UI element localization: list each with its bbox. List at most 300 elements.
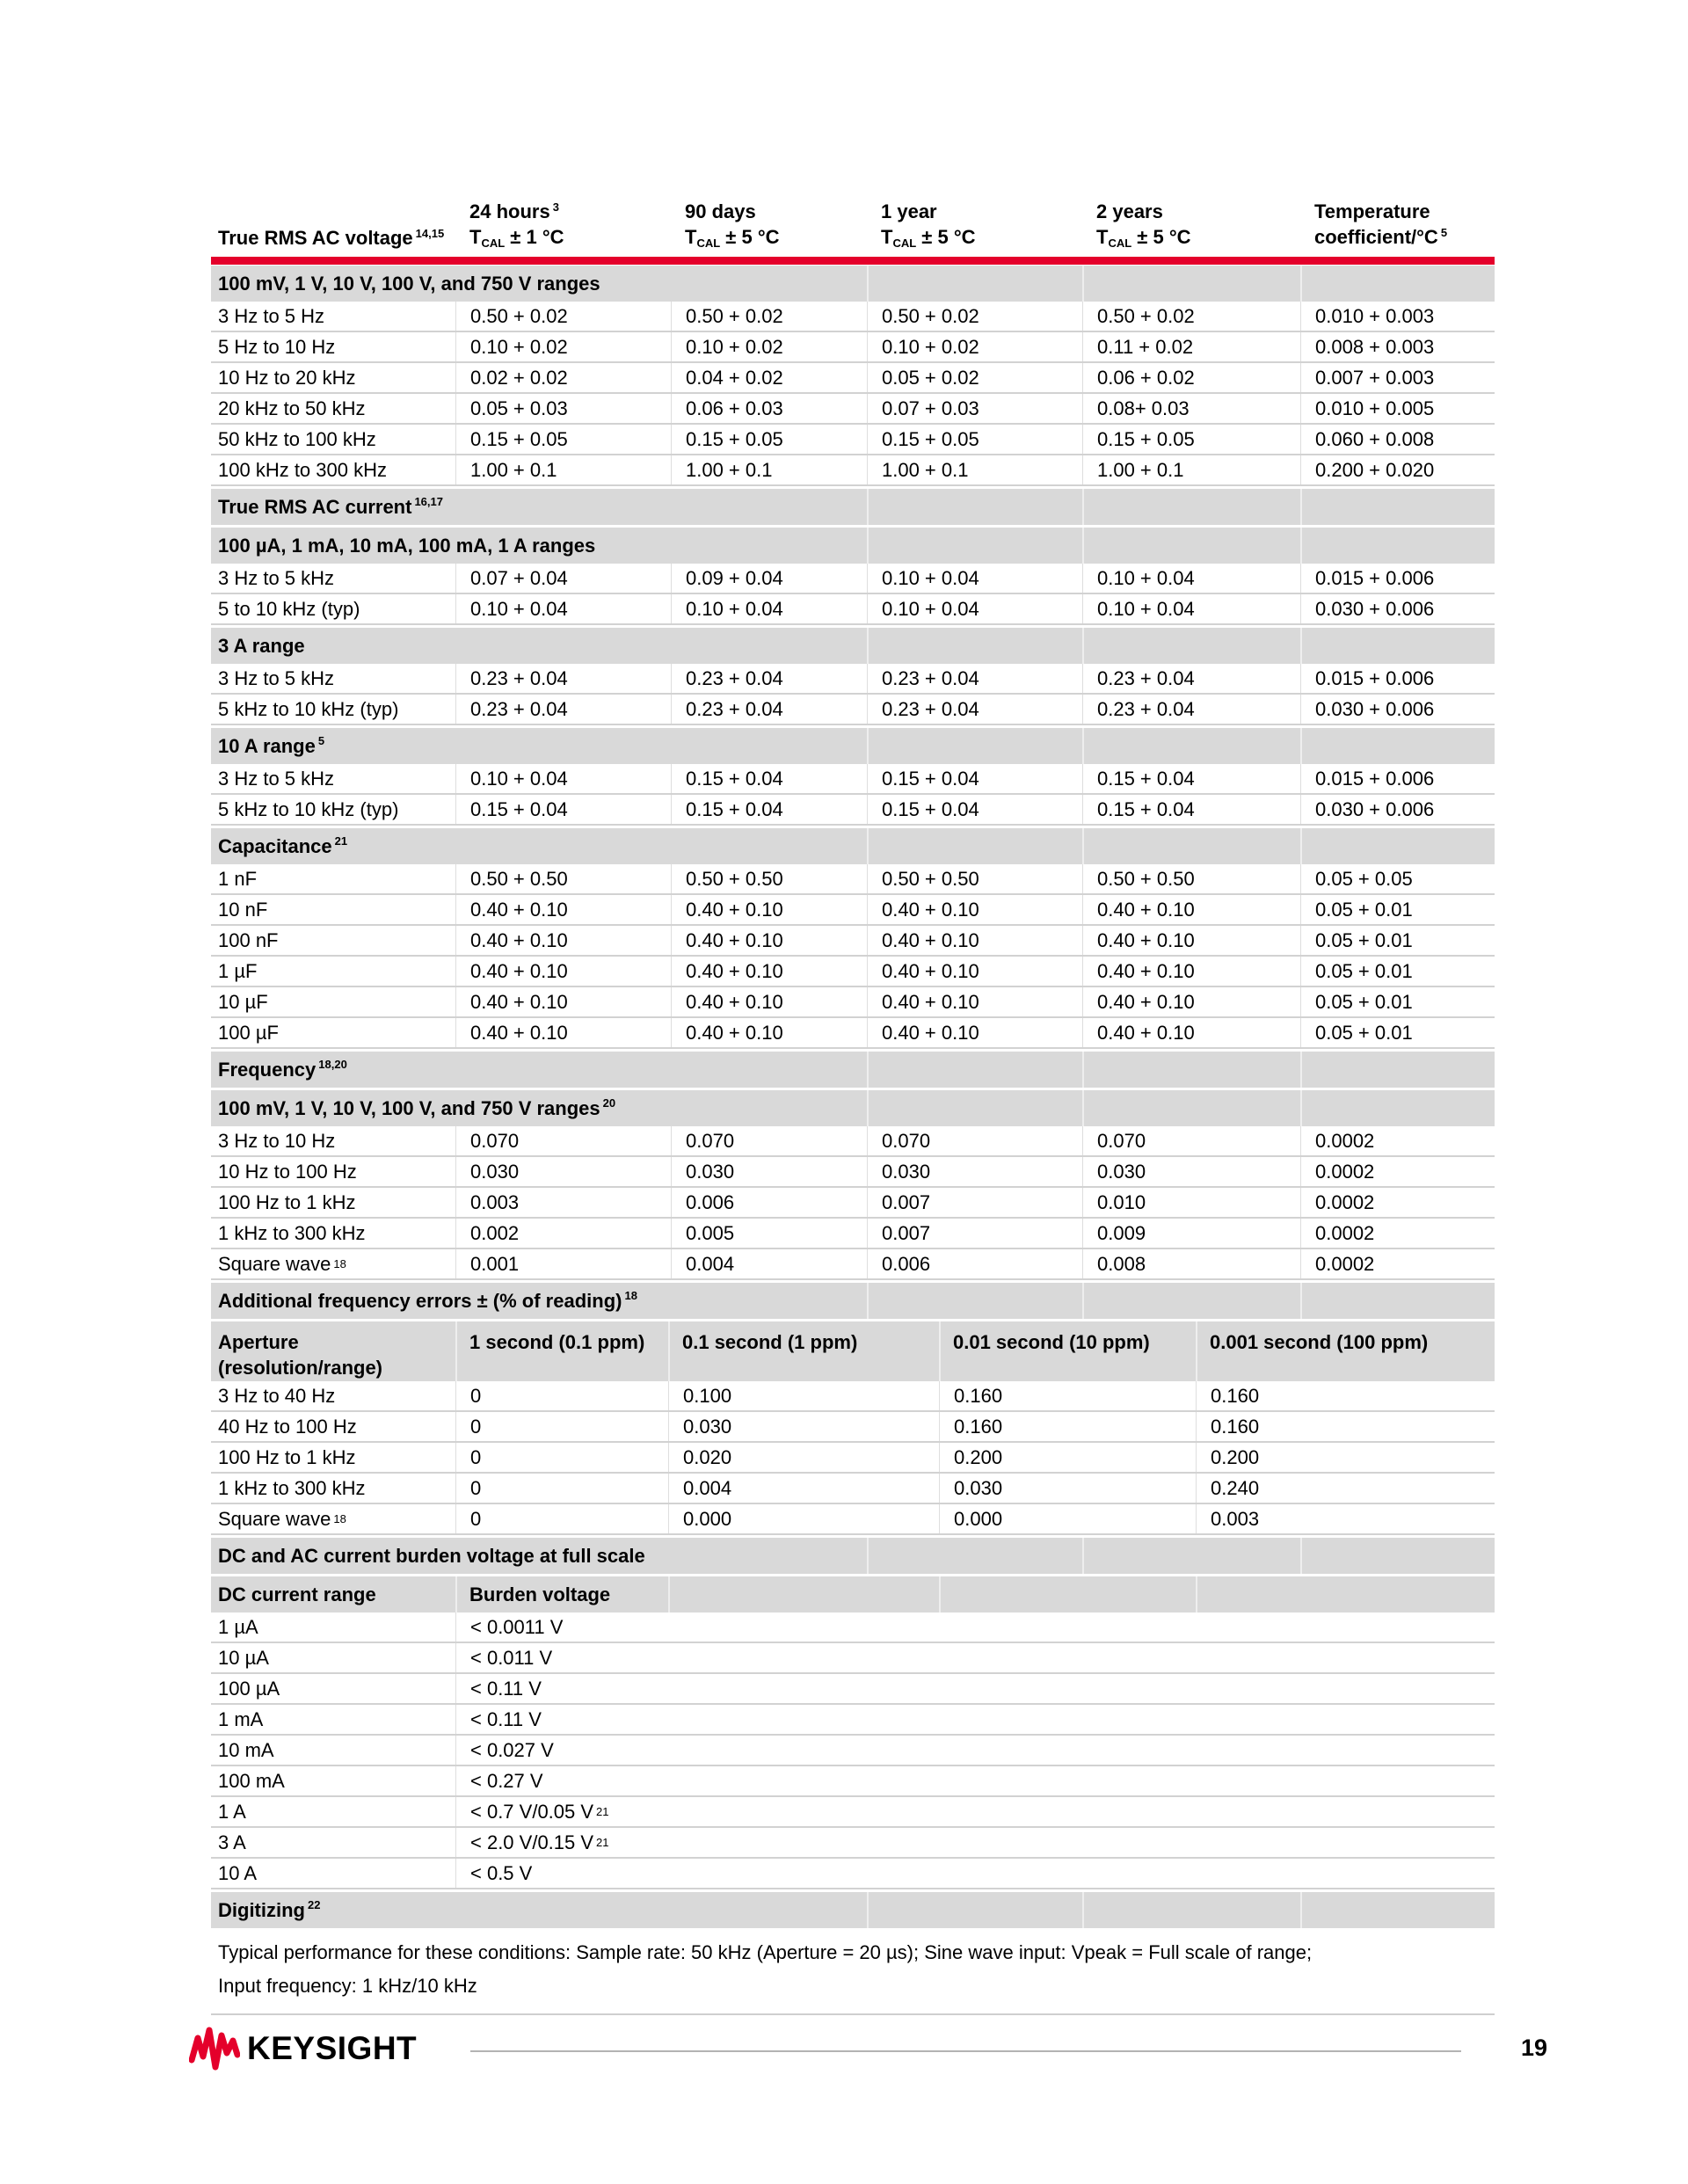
band-column-seam: [1300, 1892, 1302, 1928]
value-cell: 0.008: [1082, 1249, 1300, 1278]
value-cell: 0.40 + 0.10: [455, 895, 671, 924]
value-cell: 0.0002: [1300, 1249, 1495, 1278]
value-cell: 0.40 + 0.10: [1082, 926, 1300, 955]
aperture-column-header: [211, 1329, 455, 1380]
band-column-seam: [867, 1283, 869, 1319]
value-cell: 0.15 + 0.04: [1082, 795, 1300, 824]
value-cell: 0.007: [867, 1188, 1082, 1217]
band-column-seam: [1082, 1892, 1084, 1928]
value-cell: 0.04 + 0.02: [671, 363, 867, 392]
value-cell: 0.010 + 0.003: [1300, 302, 1495, 331]
value-cell: 0.006: [671, 1188, 867, 1217]
section-band: [211, 1892, 1495, 1928]
row-label-cell: 40 Hz to 100 Hz: [218, 1415, 357, 1438]
spec-row: [211, 695, 1495, 725]
page-number: 19: [1520, 2035, 1547, 2061]
aperture-column-header: 0.001 second (100 ppm): [1210, 1331, 1429, 1353]
band-column-seam: [1300, 528, 1302, 564]
burden-row: [211, 1859, 1495, 1889]
value-cell: < 0.0011 V: [455, 1613, 1495, 1642]
value-cell: 0.070: [1082, 1126, 1300, 1155]
value-cell: 0.030: [455, 1157, 671, 1186]
value-cell: 0.40 + 0.10: [1082, 987, 1300, 1016]
row-label-cell: 3 Hz to 5 kHz: [218, 666, 335, 689]
spec-row: [211, 1219, 1495, 1249]
band-column-seam: [1300, 1090, 1302, 1126]
value-cell: 0.160: [939, 1412, 1196, 1441]
band-column-seam: [867, 489, 869, 525]
value-cell: 0.40 + 0.10: [455, 926, 671, 955]
row-label-cell: 3 Hz to 5 Hz: [218, 304, 325, 327]
column-header-line1: 24 hours $^3$: [469, 200, 559, 222]
section-band: [211, 528, 1495, 564]
value-cell: 0.05 + 0.02: [867, 363, 1082, 392]
value-cell: 0.06 + 0.03: [671, 394, 867, 423]
value-cell: 0.23 + 0.04: [671, 695, 867, 724]
band-column-seam: [1082, 828, 1084, 864]
value-cell: 0.15 + 0.04: [671, 795, 867, 824]
tcal-subscript: CAL: [696, 237, 721, 250]
spec-row: [211, 895, 1495, 926]
value-cell: 0.40 + 0.10: [867, 895, 1082, 924]
band-column-seam: [668, 1321, 670, 1381]
value-cell: 0.10 + 0.04: [671, 594, 867, 623]
spec-tables: [211, 195, 1495, 2015]
spec-row: [211, 1249, 1495, 1280]
value-cell: 0.40 + 0.10: [1082, 957, 1300, 986]
band-column-seam: [867, 1052, 869, 1088]
spec-row: [211, 363, 1495, 394]
value-cell: < 0.5 V: [455, 1859, 1495, 1888]
section-band-label: Additional frequency errors ± (% of reading) $^{18}$: [218, 1289, 637, 1312]
row-label-cell: 100 µA: [218, 1677, 280, 1700]
value-cell: 0: [455, 1381, 668, 1410]
value-cell: 0: [455, 1504, 668, 1533]
band-column-seam: [1082, 266, 1084, 302]
value-cell: 0.15 + 0.04: [867, 795, 1082, 824]
value-cell: 0.0002: [1300, 1157, 1495, 1186]
aperture-column-header: 0.01 second (10 ppm): [953, 1331, 1150, 1353]
spec-row: [211, 332, 1495, 363]
spec-row: [211, 926, 1495, 957]
value-cell: < 0.11 V: [455, 1674, 1495, 1703]
footnote-superscript: 18,20: [318, 1058, 347, 1072]
row-label-cell: 100 nF: [218, 928, 279, 951]
value-cell: 0.015 + 0.006: [1300, 664, 1495, 693]
value-cell: 0.15 + 0.05: [1082, 425, 1300, 454]
band-column-seam: [455, 1576, 457, 1613]
value-cell: 0.15 + 0.04: [671, 764, 867, 793]
spec-row: [211, 664, 1495, 695]
aperture-row: [211, 1381, 1495, 1412]
digitizing-note-line2: Input frequency: 1 kHz/10 kHz: [218, 1975, 477, 1997]
band-column-seam: [867, 828, 869, 864]
value-cell: 0.004: [668, 1474, 939, 1503]
spec-row: [211, 1018, 1495, 1049]
section-band-label: Frequency $^{18,20}$: [218, 1058, 347, 1081]
aperture-row: [211, 1443, 1495, 1474]
section-band-label: True RMS AC current $^{16,17}$: [218, 495, 443, 518]
value-cell: 0: [455, 1474, 668, 1503]
value-cell: 0.200 + 0.020: [1300, 455, 1495, 484]
value-cell: 0.020: [668, 1443, 939, 1472]
footnote-superscript: 16,17: [414, 495, 443, 509]
row-label-cell: 100 µF: [218, 1021, 279, 1044]
band-column-seam: [1082, 528, 1084, 564]
burden-row: [211, 1705, 1495, 1736]
value-cell: 0.001: [455, 1249, 671, 1278]
band-column-seam: [1082, 489, 1084, 525]
value-cell: 0.000: [668, 1504, 939, 1533]
burden-row: [211, 1766, 1495, 1797]
value-cell: 0.002: [455, 1219, 671, 1248]
row-label-cell: 3 Hz to 10 Hz: [218, 1129, 336, 1152]
value-cell: 0.07 + 0.04: [455, 564, 671, 593]
value-cell: 0.030: [671, 1157, 867, 1186]
page-footer: [189, 2025, 1547, 2078]
value-cell: 0.40 + 0.10: [867, 926, 1082, 955]
value-cell: 0.060 + 0.008: [1300, 425, 1495, 454]
value-cell: < 0.11 V: [455, 1705, 1495, 1734]
spec-row: [211, 302, 1495, 332]
band-column-seam: [1300, 1283, 1302, 1319]
column-header-line2: $T_{CAL} \pm 5$ °C: [685, 226, 780, 250]
row-label-cell: 5 to 10 kHz (typ): [218, 597, 360, 620]
band-column-seam: [1082, 1090, 1084, 1126]
value-cell: 0.50 + 0.02: [455, 302, 671, 331]
value-cell: 0.40 + 0.10: [671, 1018, 867, 1047]
section-band-label: 100 mV, 1 V, 10 V, 100 V, and 750 V ranges $^{20}$: [218, 1096, 616, 1119]
value-cell: 0.06 + 0.02: [1082, 363, 1300, 392]
value-cell: 0.10 + 0.04: [455, 594, 671, 623]
value-cell: < 2.0 V/0.15 V 21: [455, 1828, 1495, 1857]
value-cell: 0.50 + 0.02: [867, 302, 1082, 331]
value-cell: 0.23 + 0.04: [867, 664, 1082, 693]
value-cell: < 0.27 V: [455, 1766, 1495, 1795]
spec-row: [211, 987, 1495, 1018]
value-cell: 0.40 + 0.10: [1082, 1018, 1300, 1047]
value-cell: 0.50 + 0.50: [455, 864, 671, 893]
value-cell: 0.50 + 0.50: [867, 864, 1082, 893]
burden-row: [211, 1674, 1495, 1705]
row-label-cell: 5 kHz to 10 kHz (typ): [218, 797, 399, 820]
value-cell: 0.200: [1196, 1443, 1495, 1472]
spec-row: [211, 455, 1495, 486]
row-label-cell: 10 Hz to 20 kHz: [218, 366, 356, 389]
section-band-label: 100 µA, 1 mA, 10 mA, 100 mA, 1 A ranges: [218, 534, 596, 557]
value-cell: 0.40 + 0.10: [867, 987, 1082, 1016]
digitizing-note: [211, 1928, 1495, 2003]
band-column-seam: [867, 528, 869, 564]
value-cell: 0.02 + 0.02: [455, 363, 671, 392]
value-cell: 0.003: [1196, 1504, 1495, 1533]
value-cell: 0.070: [455, 1126, 671, 1155]
value-cell: < 0.011 V: [455, 1643, 1495, 1672]
value-cell: 0.40 + 0.10: [671, 957, 867, 986]
value-cell: 0.160: [1196, 1381, 1495, 1410]
section-band: [211, 1090, 1495, 1126]
band-column-seam: [1300, 266, 1302, 302]
band-column-seam: [1082, 628, 1084, 664]
band-column-seam: [668, 1576, 670, 1613]
value-cell: 0.23 + 0.04: [455, 695, 671, 724]
digitizing-note-line1: Typical performance for these conditions: Sample rate: 50 kHz (Aperture = 20 µs); Sine wave input: Vpeak = Full scale of range;: [218, 1941, 1313, 1963]
band-column-seam: [867, 628, 869, 664]
band-column-seam: [1082, 1538, 1084, 1574]
value-cell: 0.15 + 0.04: [1082, 764, 1300, 793]
band-column-seam: [939, 1576, 941, 1613]
value-cell: 0.000: [939, 1504, 1196, 1533]
column-header-line1: Temperature: [1314, 200, 1430, 222]
spec-row: [211, 764, 1495, 795]
value-cell: 0.23 + 0.04: [455, 664, 671, 693]
value-cell: 0.10 + 0.04: [1082, 594, 1300, 623]
value-cell: 0.50 + 0.50: [1082, 864, 1300, 893]
value-cell: 0.0002: [1300, 1188, 1495, 1217]
spec-row: [211, 795, 1495, 826]
column-header-line2: $T_{CAL} \pm 5$ °C: [1096, 226, 1191, 250]
footnote-superscript: 5: [1440, 225, 1448, 239]
row-label-cell: 1 A: [218, 1800, 246, 1823]
section-band-label: Digitizing $^{22}$: [218, 1898, 321, 1921]
value-cell: 0.08+ 0.03: [1082, 394, 1300, 423]
band-column-seam: [867, 1538, 869, 1574]
value-cell: 0.40 + 0.10: [671, 926, 867, 955]
row-label-cell: 1 nF: [218, 867, 258, 890]
band-column-seam: [1082, 1283, 1084, 1319]
band-column-seam: [867, 1090, 869, 1126]
value-cell: 0.15 + 0.04: [455, 795, 671, 824]
value-cell: 0.11 + 0.02: [1082, 332, 1300, 361]
row-label-cell: 100 Hz to 1 kHz: [218, 1190, 356, 1213]
row-label-cell: 10 Hz to 100 Hz: [218, 1160, 357, 1183]
spec-table-header: [211, 195, 1495, 253]
value-cell: 0.10 + 0.02: [455, 332, 671, 361]
burden-row: [211, 1613, 1495, 1643]
value-cell: 0.15 + 0.05: [455, 425, 671, 454]
value-cell: 0.05 + 0.01: [1300, 895, 1495, 924]
section-band: [211, 489, 1495, 525]
band-column-seam: [1300, 628, 1302, 664]
footnote-superscript: 21: [334, 834, 348, 848]
value-cell: 0.005: [671, 1219, 867, 1248]
column-header: [671, 199, 867, 250]
aperture-row: [211, 1504, 1495, 1535]
section-band-label: 3 A range: [218, 634, 305, 657]
burden-row: [211, 1797, 1495, 1828]
aperture-table-header: [211, 1321, 1495, 1381]
value-cell: 0.40 + 0.10: [1082, 895, 1300, 924]
column-header-line1: 90 days: [685, 200, 756, 222]
keysight-wordmark: KEYSIGHT: [247, 2030, 418, 2066]
value-cell: 0.004: [671, 1249, 867, 1278]
row-label-cell: 1 kHz to 300 kHz: [218, 1221, 366, 1244]
value-cell: 0.009: [1082, 1219, 1300, 1248]
value-cell: 0.007 + 0.003: [1300, 363, 1495, 392]
value-cell: 0.010: [1082, 1188, 1300, 1217]
band-column-seam: [1300, 728, 1302, 764]
column-header: [455, 199, 671, 250]
row-label-cell: 10 µA: [218, 1646, 269, 1669]
value-cell: 0.07 + 0.03: [867, 394, 1082, 423]
section-band-label: 100 mV, 1 V, 10 V, 100 V, and 750 V ranges: [218, 272, 600, 295]
value-cell: 0.160: [1196, 1412, 1495, 1441]
value-cell: 0.40 + 0.10: [671, 987, 867, 1016]
band-column-seam: [1300, 1538, 1302, 1574]
section-band: [211, 1283, 1495, 1319]
value-cell: 0.200: [939, 1443, 1196, 1472]
section-band: [211, 628, 1495, 664]
value-cell: 0.23 + 0.04: [671, 664, 867, 693]
band-column-seam: [1300, 1052, 1302, 1088]
value-cell: 0.070: [671, 1126, 867, 1155]
value-cell: 0.0002: [1300, 1219, 1495, 1248]
band-column-seam: [867, 728, 869, 764]
row-label-cell: 1 kHz to 300 kHz: [218, 1476, 366, 1499]
value-cell: 0.007: [867, 1219, 1082, 1248]
tcal-subscript: CAL: [1108, 237, 1132, 250]
value-cell: 0.40 + 0.10: [455, 1018, 671, 1047]
header-accent-rule: [211, 257, 1495, 265]
section-band: [211, 828, 1495, 864]
aperture-row: [211, 1474, 1495, 1504]
row-label-cell: 5 Hz to 10 Hz: [218, 335, 336, 358]
column-header: [867, 199, 1082, 250]
band-column-seam: [1196, 1576, 1197, 1613]
value-cell: 0.15 + 0.04: [867, 764, 1082, 793]
section-band: [211, 266, 1495, 302]
column-header-line2: $T_{CAL} \pm 5$ °C: [881, 226, 976, 250]
spec-row: [211, 425, 1495, 455]
value-cell: 0.030 + 0.006: [1300, 594, 1495, 623]
row-label-cell: 10 nF: [218, 898, 268, 921]
footnote-superscript: 14,15: [415, 226, 445, 240]
row-label-cell: 5 kHz to 10 kHz (typ): [218, 697, 399, 720]
value-cell: 0.10 + 0.04: [1082, 564, 1300, 593]
band-column-seam: [1082, 1052, 1084, 1088]
band-column-seam: [939, 1321, 941, 1381]
value-cell: 0.030 + 0.006: [1300, 795, 1495, 824]
band-column-seam: [867, 1892, 869, 1928]
value-cell: 0.100: [668, 1381, 939, 1410]
value-cell: 0.030: [939, 1474, 1196, 1503]
value-cell: 1.00 + 0.1: [671, 455, 867, 484]
row-label-cell: 1 mA: [218, 1707, 264, 1730]
value-cell: 0.05 + 0.01: [1300, 926, 1495, 955]
footnote-superscript: 22: [307, 1898, 321, 1912]
value-cell: 0.09 + 0.04: [671, 564, 867, 593]
burden-column-header: Burden voltage: [469, 1583, 611, 1605]
value-cell: 0.10 + 0.02: [867, 332, 1082, 361]
row-label-cell: 10 A: [218, 1861, 258, 1884]
value-cell: 0.05 + 0.01: [1300, 1018, 1495, 1047]
footnote-superscript: 18: [624, 1289, 637, 1303]
row-label-cell: Square wave 18: [218, 1252, 346, 1275]
value-cell: 1.00 + 0.1: [867, 455, 1082, 484]
value-cell: 0.160: [939, 1381, 1196, 1410]
section-band-label: DC and AC current burden voltage at full scale: [218, 1544, 645, 1567]
value-cell: 0.23 + 0.04: [867, 695, 1082, 724]
row-label-cell: 1 µA: [218, 1615, 258, 1638]
value-cell: 0.40 + 0.10: [671, 895, 867, 924]
row-label-cell: 100 mA: [218, 1769, 285, 1792]
row-label-cell: 20 kHz to 50 kHz: [218, 397, 366, 419]
value-cell: 0.05 + 0.05: [1300, 864, 1495, 893]
footnote-superscript: 3: [552, 200, 559, 214]
burden-row: [211, 1828, 1495, 1859]
value-cell: 0.006: [867, 1249, 1082, 1278]
value-cell: 0.23 + 0.04: [1082, 664, 1300, 693]
row-label-cell: 100 Hz to 1 kHz: [218, 1445, 356, 1468]
band-column-seam: [1196, 1321, 1197, 1381]
footer-divider: [470, 2050, 1461, 2052]
band-column-seam: [1082, 728, 1084, 764]
burden-table-header: [211, 1576, 1495, 1613]
value-cell: 0.003: [455, 1188, 671, 1217]
value-cell: 0.05 + 0.01: [1300, 957, 1495, 986]
value-cell: < 0.7 V/0.05 V 21: [455, 1797, 1495, 1826]
column-header-line1: 2 years: [1096, 200, 1163, 222]
spec-row: [211, 1188, 1495, 1219]
value-cell: 0.50 + 0.50: [671, 864, 867, 893]
spec-row: [211, 564, 1495, 594]
table-closing-rule: [211, 2013, 1495, 2015]
value-cell: 0.010 + 0.005: [1300, 394, 1495, 423]
tcal-subscript: CAL: [892, 237, 917, 250]
value-cell: 0.030 + 0.006: [1300, 695, 1495, 724]
row-label-cell: Square wave 18: [218, 1507, 346, 1530]
row-label-cell: 50 kHz to 100 kHz: [218, 427, 376, 450]
value-cell: 0.50 + 0.02: [1082, 302, 1300, 331]
band-column-seam: [455, 1321, 457, 1381]
section-band: [211, 1052, 1495, 1088]
value-cell: 0.40 + 0.10: [455, 987, 671, 1016]
value-cell: 0: [455, 1412, 668, 1441]
spec-row: [211, 1126, 1495, 1157]
value-cell: 0.40 + 0.10: [455, 957, 671, 986]
value-cell: 0.40 + 0.10: [867, 1018, 1082, 1047]
row-label-cell: 10 µF: [218, 990, 268, 1013]
value-cell: 0.015 + 0.006: [1300, 764, 1495, 793]
value-cell: 0.50 + 0.02: [671, 302, 867, 331]
section-band: [211, 728, 1495, 764]
spec-row: [211, 594, 1495, 625]
band-column-seam: [867, 266, 869, 302]
row-label-cell: 3 Hz to 40 Hz: [218, 1384, 336, 1407]
value-cell: 0.15 + 0.05: [867, 425, 1082, 454]
column-header-line2: $T_{CAL} \pm 1$ °C: [469, 226, 564, 250]
burden-column-header: DC current range: [218, 1583, 376, 1605]
band-column-seam: [1300, 489, 1302, 525]
value-cell: 0.23 + 0.04: [1082, 695, 1300, 724]
row-label-cell: 100 kHz to 300 kHz: [218, 458, 387, 481]
value-cell: 0.10 + 0.04: [455, 764, 671, 793]
burden-row: [211, 1736, 1495, 1766]
aperture-column-header: 1 second (0.1 ppm): [469, 1331, 645, 1353]
value-cell: 0.05 + 0.03: [455, 394, 671, 423]
keysight-spark-icon: [189, 2025, 240, 2072]
burden-row: [211, 1643, 1495, 1674]
value-cell: 0.070: [867, 1126, 1082, 1155]
value-cell: 0.030: [1082, 1157, 1300, 1186]
spec-row: [211, 394, 1495, 425]
column-header-line1: 1 year: [881, 200, 937, 222]
section-band-label: 10 A range $^5$: [218, 734, 325, 757]
value-cell: 0.10 + 0.04: [867, 594, 1082, 623]
value-cell: 0.015 + 0.006: [1300, 564, 1495, 593]
value-cell: 0.40 + 0.10: [867, 957, 1082, 986]
row-label-cell: 3 A: [218, 1831, 246, 1853]
